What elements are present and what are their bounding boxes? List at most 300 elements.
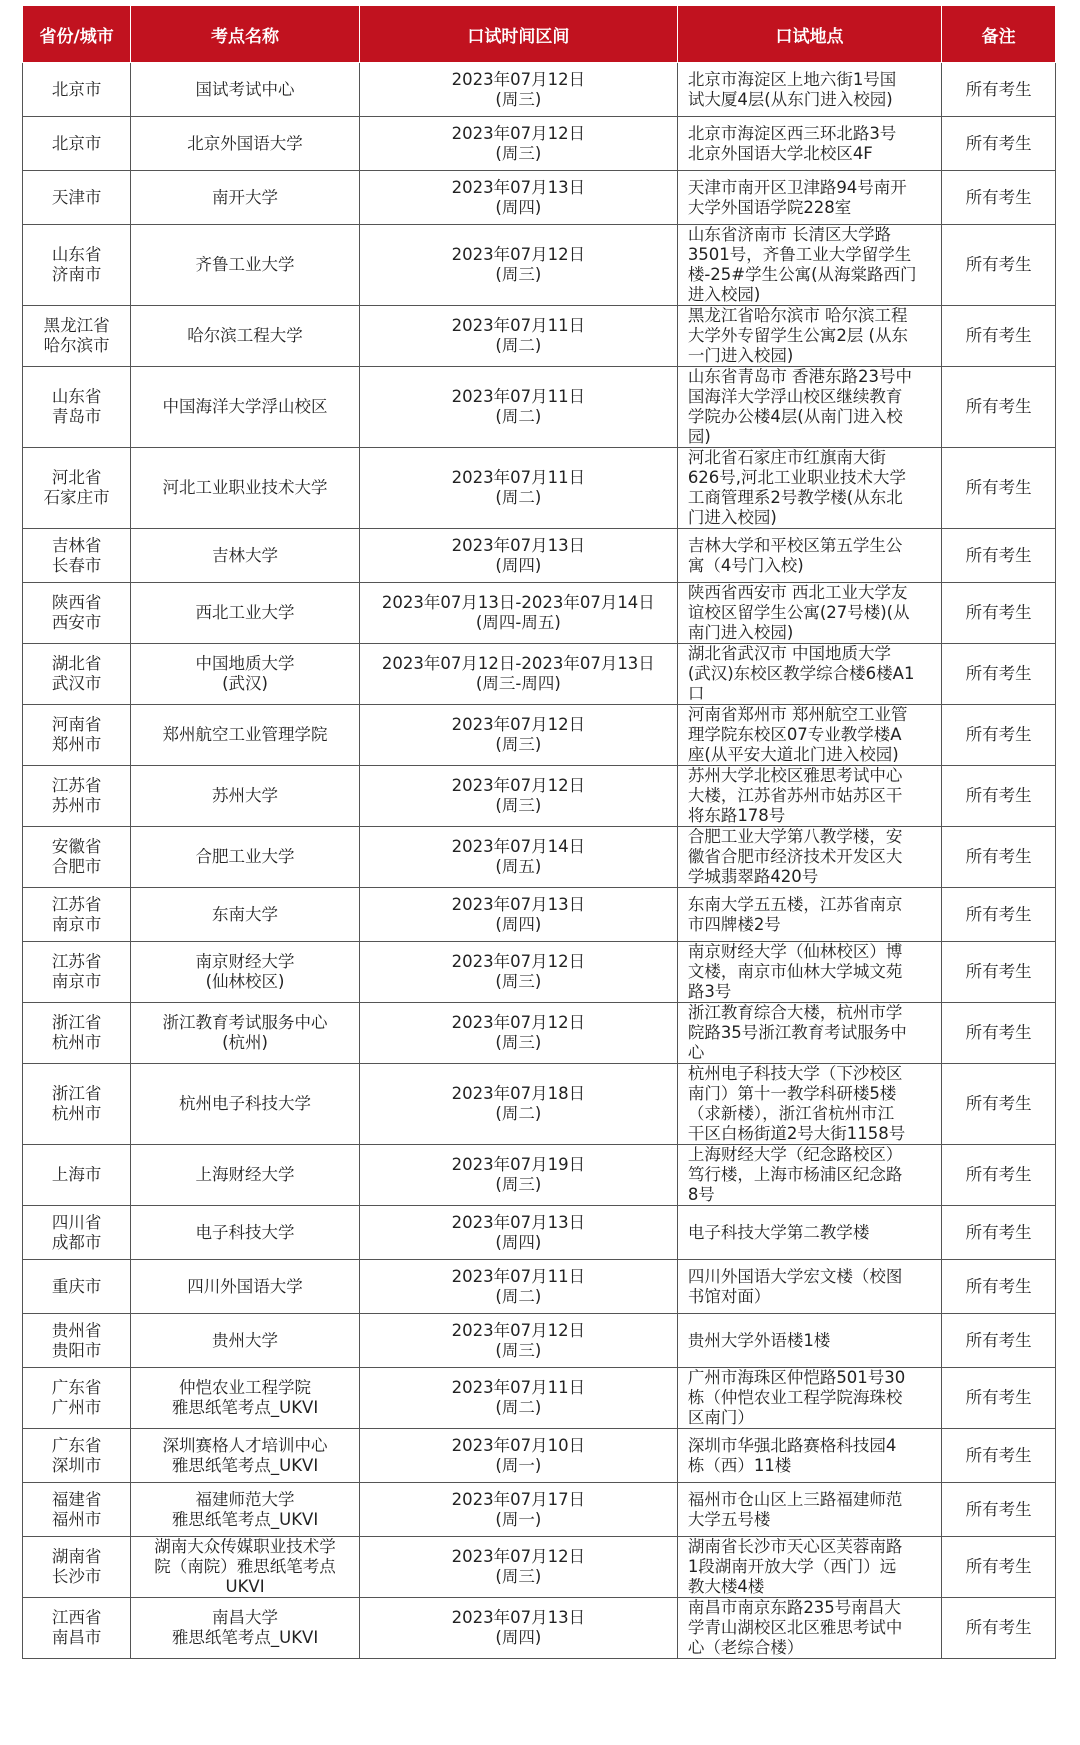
cell-province-city-line: 湖南省	[51, 1547, 102, 1566]
cell-venue-name-line: 湖南大众传媒职业技术学	[154, 1537, 336, 1556]
table-row	[23, 888, 1056, 942]
cell-province-city-line: 合肥市	[51, 857, 102, 876]
exam-venue-table-container	[22, 5, 1056, 1659]
table-row	[23, 1145, 1056, 1206]
cell-province-city-line: 石家庄市	[43, 488, 110, 507]
cell-exam-location	[677, 1429, 941, 1483]
cell-exam-time-line: (周二)	[495, 1286, 542, 1306]
cell-province-city	[23, 117, 131, 171]
cell-exam-location	[677, 1483, 941, 1537]
cell-exam-time	[359, 1537, 677, 1598]
table-row	[23, 306, 1056, 367]
cell-province-city	[23, 306, 131, 367]
cell-exam-location-line: 8号	[687, 1185, 715, 1204]
cell-venue-name	[131, 171, 360, 225]
cell-province-city	[23, 1429, 131, 1483]
cell-exam-location-line: 山东省青岛市 香港东路23号中	[687, 367, 913, 386]
cell-exam-location-line: 河北省石家庄市红旗南大街	[687, 448, 886, 467]
cell-venue-name-line: 雅思纸笔考点_UKVI	[171, 1398, 319, 1417]
cell-exam-time	[359, 1003, 677, 1064]
table-row	[23, 367, 1056, 448]
cell-exam-location-line: 东南大学五五楼，江苏省南京	[687, 894, 903, 914]
cell-exam-location	[677, 448, 941, 529]
cell-province-city	[23, 766, 131, 827]
cell-venue-name-line: 南开大学	[212, 187, 279, 207]
cell-province-city-line: 江苏省	[51, 952, 102, 971]
cell-exam-location	[677, 1368, 941, 1429]
cell-exam-location	[677, 827, 941, 888]
table-row	[23, 63, 1056, 117]
cell-province-city	[23, 942, 131, 1003]
cell-venue-name-line: 仲恺农业工程学院	[179, 1378, 312, 1397]
cell-exam-location-line: (武汉)东校区教学综合楼6楼A1	[687, 664, 915, 683]
cell-exam-location	[677, 705, 941, 766]
cell-exam-time-line: (周三)	[495, 265, 542, 284]
cell-exam-time-line: 2023年07月12日	[451, 1320, 586, 1340]
cell-exam-time-line: 2023年07月12日	[451, 245, 586, 264]
header-exam-location: 口试地点	[677, 6, 941, 63]
cell-venue-name	[131, 225, 360, 306]
cell-province-city-line: 陕西省	[51, 593, 102, 612]
cell-exam-location-line: 黑龙江省哈尔滨市 哈尔滨工程	[687, 306, 908, 325]
cell-remarks: 所有考生	[942, 63, 1056, 117]
cell-exam-location	[677, 1537, 941, 1598]
cell-exam-time	[359, 942, 677, 1003]
cell-exam-time	[359, 583, 677, 644]
cell-province-city-line: 黑龙江省	[43, 316, 110, 335]
cell-remarks: 所有考生	[942, 644, 1056, 705]
cell-venue-name-line: 院（南院）雅思纸笔考点	[154, 1557, 336, 1576]
cell-province-city-line: 杭州市	[51, 1104, 102, 1123]
cell-venue-name	[131, 942, 360, 1003]
cell-exam-time-line: (周四)	[495, 1628, 542, 1647]
cell-exam-location-line: 座(从平安大道北门进入校园)	[687, 745, 899, 764]
cell-exam-time	[359, 367, 677, 448]
cell-exam-location-line: 学青山湖校区北区雅思考试中	[687, 1618, 903, 1637]
cell-exam-location-line: 北京外国语大学北校区4F	[687, 143, 873, 163]
cell-venue-name-line: 齐鲁工业大学	[195, 255, 295, 274]
cell-remarks: 所有考生	[942, 1064, 1056, 1145]
cell-exam-time-line: (周三)	[495, 89, 542, 109]
cell-province-city	[23, 644, 131, 705]
cell-remarks: 所有考生	[942, 766, 1056, 827]
cell-venue-name	[131, 63, 360, 117]
cell-exam-time	[359, 117, 677, 171]
cell-exam-time	[359, 1206, 677, 1260]
cell-remarks: 所有考生	[942, 1429, 1056, 1483]
cell-province-city-line: 山东省	[51, 245, 102, 264]
cell-venue-name-line: 北京外国语大学	[187, 133, 303, 153]
cell-exam-location	[677, 942, 941, 1003]
cell-venue-name-line: 杭州电子科技大学	[179, 1094, 312, 1113]
cell-exam-time	[359, 1483, 677, 1537]
cell-exam-location-line: 栋（西）11楼	[687, 1455, 792, 1475]
cell-province-city-line: 福建省	[51, 1489, 102, 1509]
header-remarks: 备注	[942, 6, 1056, 63]
cell-province-city-line: 重庆市	[51, 1276, 102, 1296]
cell-exam-location-line: 工商管理系2号教学楼(从东北	[687, 488, 903, 507]
cell-province-city-line: 深圳市	[51, 1455, 102, 1475]
cell-exam-location-line: 徽省合肥市经济技术开发区大	[687, 847, 903, 866]
cell-remarks: 所有考生	[942, 1537, 1056, 1598]
cell-exam-location-line: 教大楼4楼	[687, 1577, 765, 1596]
cell-exam-time	[359, 827, 677, 888]
cell-exam-time-line: 2023年07月12日-2023年07月13日	[381, 654, 655, 673]
cell-exam-location	[677, 306, 941, 367]
table-row	[23, 1368, 1056, 1429]
cell-exam-location	[677, 766, 941, 827]
cell-venue-name-line: 国试考试中心	[195, 79, 295, 99]
cell-exam-time-line: (周一)	[495, 1509, 542, 1529]
cell-province-city	[23, 1598, 131, 1659]
cell-exam-location	[677, 1260, 941, 1314]
cell-venue-name	[131, 1260, 360, 1314]
cell-exam-time-line: 2023年07月14日	[451, 837, 586, 856]
cell-venue-name-line: 西北工业大学	[195, 603, 295, 622]
cell-exam-location-line: 湖南省长沙市天心区芙蓉南路	[687, 1537, 903, 1556]
cell-venue-name-line: 福建师范大学	[195, 1489, 295, 1509]
cell-venue-name-line: 南昌大学	[212, 1608, 279, 1627]
cell-province-city	[23, 1483, 131, 1537]
cell-exam-time-line: (周三)	[495, 796, 542, 815]
cell-exam-location-line: 干区白杨街道2号大街1158号	[687, 1124, 906, 1143]
cell-province-city-line: 长沙市	[51, 1567, 102, 1586]
cell-exam-location-line: （求新楼），浙江省杭州市江	[687, 1104, 895, 1123]
cell-province-city-line: 福州市	[51, 1509, 102, 1529]
cell-exam-time	[359, 705, 677, 766]
table-row	[23, 1260, 1056, 1314]
table-row	[23, 117, 1056, 171]
cell-exam-time-line: 2023年07月11日	[451, 1378, 586, 1397]
cell-exam-time	[359, 1145, 677, 1206]
cell-exam-time	[359, 644, 677, 705]
cell-exam-location-line: 合肥工业大学第八教学楼，安	[687, 827, 903, 846]
cell-venue-name	[131, 1537, 360, 1598]
cell-venue-name	[131, 448, 360, 529]
cell-province-city-line: 广东省	[51, 1435, 102, 1455]
table-row	[23, 942, 1056, 1003]
cell-province-city	[23, 1368, 131, 1429]
cell-province-city-line: 苏州市	[51, 796, 102, 815]
cell-exam-location-line: 心（老综合楼）	[687, 1638, 804, 1657]
cell-exam-location-line: 笃行楼，上海市杨浦区纪念路	[687, 1165, 903, 1184]
cell-exam-time-line: 2023年07月13日-2023年07月14日	[381, 593, 655, 612]
cell-exam-location-line: 深圳市华强北路赛格科技园4	[687, 1435, 897, 1455]
cell-exam-time-line: (周四)	[495, 1232, 542, 1252]
cell-venue-name-line: 苏州大学	[212, 786, 279, 805]
cell-province-city	[23, 1314, 131, 1368]
cell-exam-location-line: 栋（仲恺农业工程学院海珠校	[687, 1388, 903, 1407]
cell-exam-location-line: 南京财经大学（仙林校区）博	[687, 942, 903, 961]
cell-venue-name	[131, 1429, 360, 1483]
cell-exam-location-line: 学城翡翠路420号	[687, 867, 819, 886]
cell-exam-location-line: 一门进入校园)	[687, 346, 794, 365]
table-row	[23, 225, 1056, 306]
cell-province-city-line: 南昌市	[51, 1628, 102, 1647]
cell-exam-time-line: 2023年07月10日	[451, 1435, 586, 1455]
cell-venue-name-line: 浙江教育考试服务中心	[162, 1013, 328, 1032]
cell-province-city	[23, 1145, 131, 1206]
cell-venue-name	[131, 1003, 360, 1064]
cell-exam-location	[677, 529, 941, 583]
table-row	[23, 1206, 1056, 1260]
cell-exam-location-line: 河南省郑州市 郑州航空工业管	[687, 705, 908, 724]
cell-exam-location-line: 院路35号浙江教育考试服务中	[687, 1023, 907, 1042]
cell-exam-time-line: (周二)	[495, 336, 542, 355]
cell-province-city-line: 贵阳市	[51, 1340, 102, 1360]
cell-exam-time	[359, 171, 677, 225]
cell-venue-name	[131, 1598, 360, 1659]
cell-venue-name	[131, 766, 360, 827]
cell-exam-time-line: (周三)	[495, 1175, 542, 1194]
cell-exam-time-line: 2023年07月13日	[451, 535, 586, 555]
cell-province-city-line: 吉林省	[51, 535, 102, 555]
table-row	[23, 1003, 1056, 1064]
cell-venue-name	[131, 888, 360, 942]
cell-exam-time-line: 2023年07月12日	[451, 776, 586, 795]
cell-exam-time-line: 2023年07月12日	[451, 1013, 586, 1032]
cell-province-city-line: 山东省	[51, 387, 102, 406]
cell-exam-location-line: 门进入校园)	[687, 508, 777, 527]
cell-exam-location-line: 园)	[687, 427, 711, 446]
cell-remarks: 所有考生	[942, 705, 1056, 766]
cell-exam-location-line: 理学院东校区07专业教学楼A	[687, 725, 902, 744]
cell-province-city	[23, 1206, 131, 1260]
cell-exam-time-line: (周五)	[495, 857, 542, 876]
cell-province-city-line: 武汉市	[51, 674, 102, 693]
cell-venue-name-line: 贵州大学	[212, 1330, 279, 1350]
exam-venue-table	[22, 5, 1056, 1659]
cell-exam-location-line: 福州市仓山区上三路福建师范	[687, 1489, 903, 1509]
cell-venue-name	[131, 1206, 360, 1260]
cell-remarks: 所有考生	[942, 448, 1056, 529]
cell-exam-time-line: (周三)	[495, 1033, 542, 1052]
cell-venue-name-line: 合肥工业大学	[195, 847, 295, 866]
cell-exam-location-line: 寓（4号门入校)	[687, 555, 804, 575]
cell-venue-name-line: 吉林大学	[212, 545, 279, 565]
cell-exam-location-line: 626号,河北工业职业技术大学	[687, 468, 907, 487]
header-province-city: 省份/城市	[23, 6, 131, 63]
cell-exam-time	[359, 1368, 677, 1429]
table-header-row	[23, 6, 1056, 63]
cell-exam-location-line: 广州市海珠区仲恺路501号30	[687, 1368, 906, 1387]
cell-exam-location-line: 区南门）	[687, 1408, 754, 1427]
cell-exam-time-line: 2023年07月18日	[451, 1084, 586, 1103]
cell-remarks: 所有考生	[942, 827, 1056, 888]
cell-province-city-line: 长春市	[51, 555, 102, 575]
cell-province-city-line: 四川省	[51, 1212, 102, 1232]
cell-province-city	[23, 888, 131, 942]
cell-exam-location	[677, 1206, 941, 1260]
cell-venue-name	[131, 1483, 360, 1537]
cell-venue-name	[131, 306, 360, 367]
cell-exam-time	[359, 529, 677, 583]
cell-exam-time	[359, 888, 677, 942]
cell-exam-location-line: 浙江教育综合大楼，杭州市学	[687, 1003, 903, 1022]
table-row	[23, 705, 1056, 766]
cell-province-city-line: 浙江省	[51, 1013, 102, 1032]
cell-venue-name-line: 哈尔滨工程大学	[187, 326, 303, 345]
cell-venue-name-line: 深圳赛格人才培训中心	[162, 1435, 328, 1455]
cell-exam-location-line: 上海财经大学（纪念路校区）	[687, 1145, 903, 1164]
cell-exam-time-line: (周四)	[495, 555, 542, 575]
cell-exam-location-line: 进入校园)	[687, 285, 761, 304]
cell-exam-location-line: 大学外专留学生公寓2层 (从东	[687, 326, 908, 345]
cell-exam-location-line: 湖北省武汉市 中国地质大学	[687, 644, 892, 663]
cell-remarks: 所有考生	[942, 1314, 1056, 1368]
cell-exam-time-line: (周二)	[495, 488, 542, 507]
cell-exam-location-line: 苏州大学北校区雅思考试中心	[687, 766, 903, 785]
cell-venue-name	[131, 367, 360, 448]
cell-remarks: 所有考生	[942, 1598, 1056, 1659]
cell-province-city-line: 北京市	[51, 79, 102, 99]
cell-venue-name	[131, 1314, 360, 1368]
cell-province-city-line: 南京市	[51, 972, 102, 991]
table-row	[23, 448, 1056, 529]
cell-exam-location-line: 心	[687, 1043, 705, 1062]
cell-exam-time	[359, 1598, 677, 1659]
cell-province-city-line: 河北省	[51, 468, 102, 487]
cell-exam-location-line: 谊校区留学生公寓(27号楼)(从	[687, 603, 910, 622]
cell-province-city-line: 杭州市	[51, 1033, 102, 1052]
cell-province-city-line: 江西省	[51, 1608, 102, 1627]
cell-exam-time-line: (周二)	[495, 407, 542, 426]
cell-province-city-line: 青岛市	[51, 407, 102, 426]
cell-remarks: 所有考生	[942, 1260, 1056, 1314]
cell-venue-name-line: 南京财经大学	[195, 952, 295, 971]
cell-exam-location-line: 山东省济南市 长清区大学路	[687, 225, 892, 244]
cell-remarks: 所有考生	[942, 1145, 1056, 1206]
table-row	[23, 644, 1056, 705]
cell-venue-name	[131, 583, 360, 644]
cell-exam-time-line: 2023年07月13日	[451, 894, 586, 914]
header-exam-time: 口试时间区间	[359, 6, 677, 63]
cell-exam-location-line: 3501号，齐鲁工业大学留学生	[687, 245, 912, 264]
cell-province-city	[23, 583, 131, 644]
cell-province-city-line: 江苏省	[51, 894, 102, 914]
cell-venue-name-line: (仙林校区)	[205, 972, 285, 991]
cell-remarks: 所有考生	[942, 1003, 1056, 1064]
cell-exam-time	[359, 1064, 677, 1145]
cell-province-city	[23, 705, 131, 766]
cell-venue-name-line: 中国地质大学	[195, 654, 295, 673]
cell-remarks: 所有考生	[942, 1368, 1056, 1429]
cell-remarks: 所有考生	[942, 171, 1056, 225]
cell-venue-name	[131, 529, 360, 583]
cell-exam-location	[677, 225, 941, 306]
table-row	[23, 827, 1056, 888]
cell-province-city-line: 贵州省	[51, 1320, 102, 1340]
cell-exam-location-line: 大学五号楼	[687, 1509, 771, 1529]
cell-remarks: 所有考生	[942, 117, 1056, 171]
cell-exam-time-line: 2023年07月11日	[451, 468, 586, 487]
cell-exam-location	[677, 1003, 941, 1064]
cell-exam-time	[359, 225, 677, 306]
cell-province-city-line: 安徽省	[51, 837, 102, 856]
cell-exam-location	[677, 1314, 941, 1368]
cell-province-city-line: 浙江省	[51, 1084, 102, 1103]
cell-venue-name-line: 上海财经大学	[195, 1165, 295, 1184]
cell-exam-time-line: (周二)	[495, 1398, 542, 1417]
cell-exam-time-line: (周三)	[495, 735, 542, 754]
cell-exam-location-line: 吉林大学和平校区第五学生公	[687, 535, 903, 555]
cell-exam-location-line: 路3号	[687, 982, 732, 1001]
cell-exam-time-line: 2023年07月17日	[451, 1489, 586, 1509]
cell-province-city-line: 济南市	[51, 265, 102, 284]
cell-province-city-line: 哈尔滨市	[43, 336, 110, 355]
cell-exam-time	[359, 448, 677, 529]
table-row	[23, 529, 1056, 583]
cell-exam-location-line: 书馆对面）	[687, 1286, 771, 1306]
cell-exam-location-line: 天津市南开区卫津路94号南开	[687, 177, 907, 197]
cell-remarks: 所有考生	[942, 529, 1056, 583]
table-row	[23, 1314, 1056, 1368]
cell-venue-name-line: UKVI	[225, 1577, 265, 1596]
header-venue-name: 考点名称	[131, 6, 360, 63]
cell-venue-name-line: 四川外国语大学	[187, 1276, 303, 1296]
cell-exam-time-line: 2023年07月19日	[451, 1155, 586, 1174]
cell-remarks: 所有考生	[942, 888, 1056, 942]
cell-province-city-line: 成都市	[51, 1232, 102, 1252]
cell-exam-time-line: (周四)	[495, 914, 542, 934]
cell-remarks: 所有考生	[942, 367, 1056, 448]
cell-exam-time-line: 2023年07月11日	[451, 1266, 586, 1286]
cell-exam-time-line: 2023年07月12日	[451, 123, 586, 143]
cell-province-city	[23, 63, 131, 117]
cell-exam-location	[677, 1598, 941, 1659]
cell-exam-location	[677, 1145, 941, 1206]
cell-exam-location-line: 贵州大学外语楼1楼	[687, 1330, 831, 1350]
cell-exam-time-line: (周三)	[495, 1567, 542, 1586]
cell-exam-time-line: (周三)	[495, 972, 542, 991]
cell-province-city	[23, 827, 131, 888]
table-row	[23, 1483, 1056, 1537]
cell-venue-name-line: 河北工业职业技术大学	[162, 478, 328, 497]
cell-remarks: 所有考生	[942, 583, 1056, 644]
cell-exam-location-line: 学院办公楼4层(从南门进入校	[687, 407, 903, 426]
cell-remarks: 所有考生	[942, 1206, 1056, 1260]
cell-exam-location-line: 南门进入校园)	[687, 623, 794, 642]
table-row	[23, 1429, 1056, 1483]
cell-exam-location-line: 文楼，南京市仙林大学城文苑	[687, 962, 903, 981]
cell-province-city-line: 西安市	[51, 613, 102, 632]
cell-exam-time-line: 2023年07月12日	[451, 1547, 586, 1566]
cell-province-city	[23, 1003, 131, 1064]
cell-province-city-line: 广东省	[51, 1378, 102, 1397]
cell-venue-name	[131, 644, 360, 705]
table-row	[23, 1598, 1056, 1659]
cell-exam-location-line: 将东路178号	[687, 806, 786, 825]
cell-exam-time-line: (周一)	[495, 1455, 542, 1475]
cell-exam-time	[359, 306, 677, 367]
cell-exam-time-line: (周三-周四)	[475, 674, 561, 693]
cell-venue-name-line: 电子科技大学	[195, 1222, 295, 1242]
cell-venue-name	[131, 117, 360, 171]
cell-province-city-line: 广州市	[51, 1398, 102, 1417]
cell-province-city-line: 河南省	[51, 715, 102, 734]
cell-province-city-line: 北京市	[51, 133, 102, 153]
cell-exam-time-line: (周四)	[495, 197, 542, 217]
cell-exam-location	[677, 1064, 941, 1145]
table-body	[23, 63, 1056, 1659]
cell-province-city-line: 上海市	[51, 1165, 102, 1184]
cell-exam-time-line: 2023年07月13日	[451, 177, 586, 197]
cell-venue-name-line: 雅思纸笔考点_UKVI	[171, 1509, 319, 1529]
cell-exam-time	[359, 1260, 677, 1314]
table-row	[23, 171, 1056, 225]
cell-venue-name	[131, 827, 360, 888]
cell-venue-name-line: 中国海洋大学浮山校区	[162, 397, 328, 416]
